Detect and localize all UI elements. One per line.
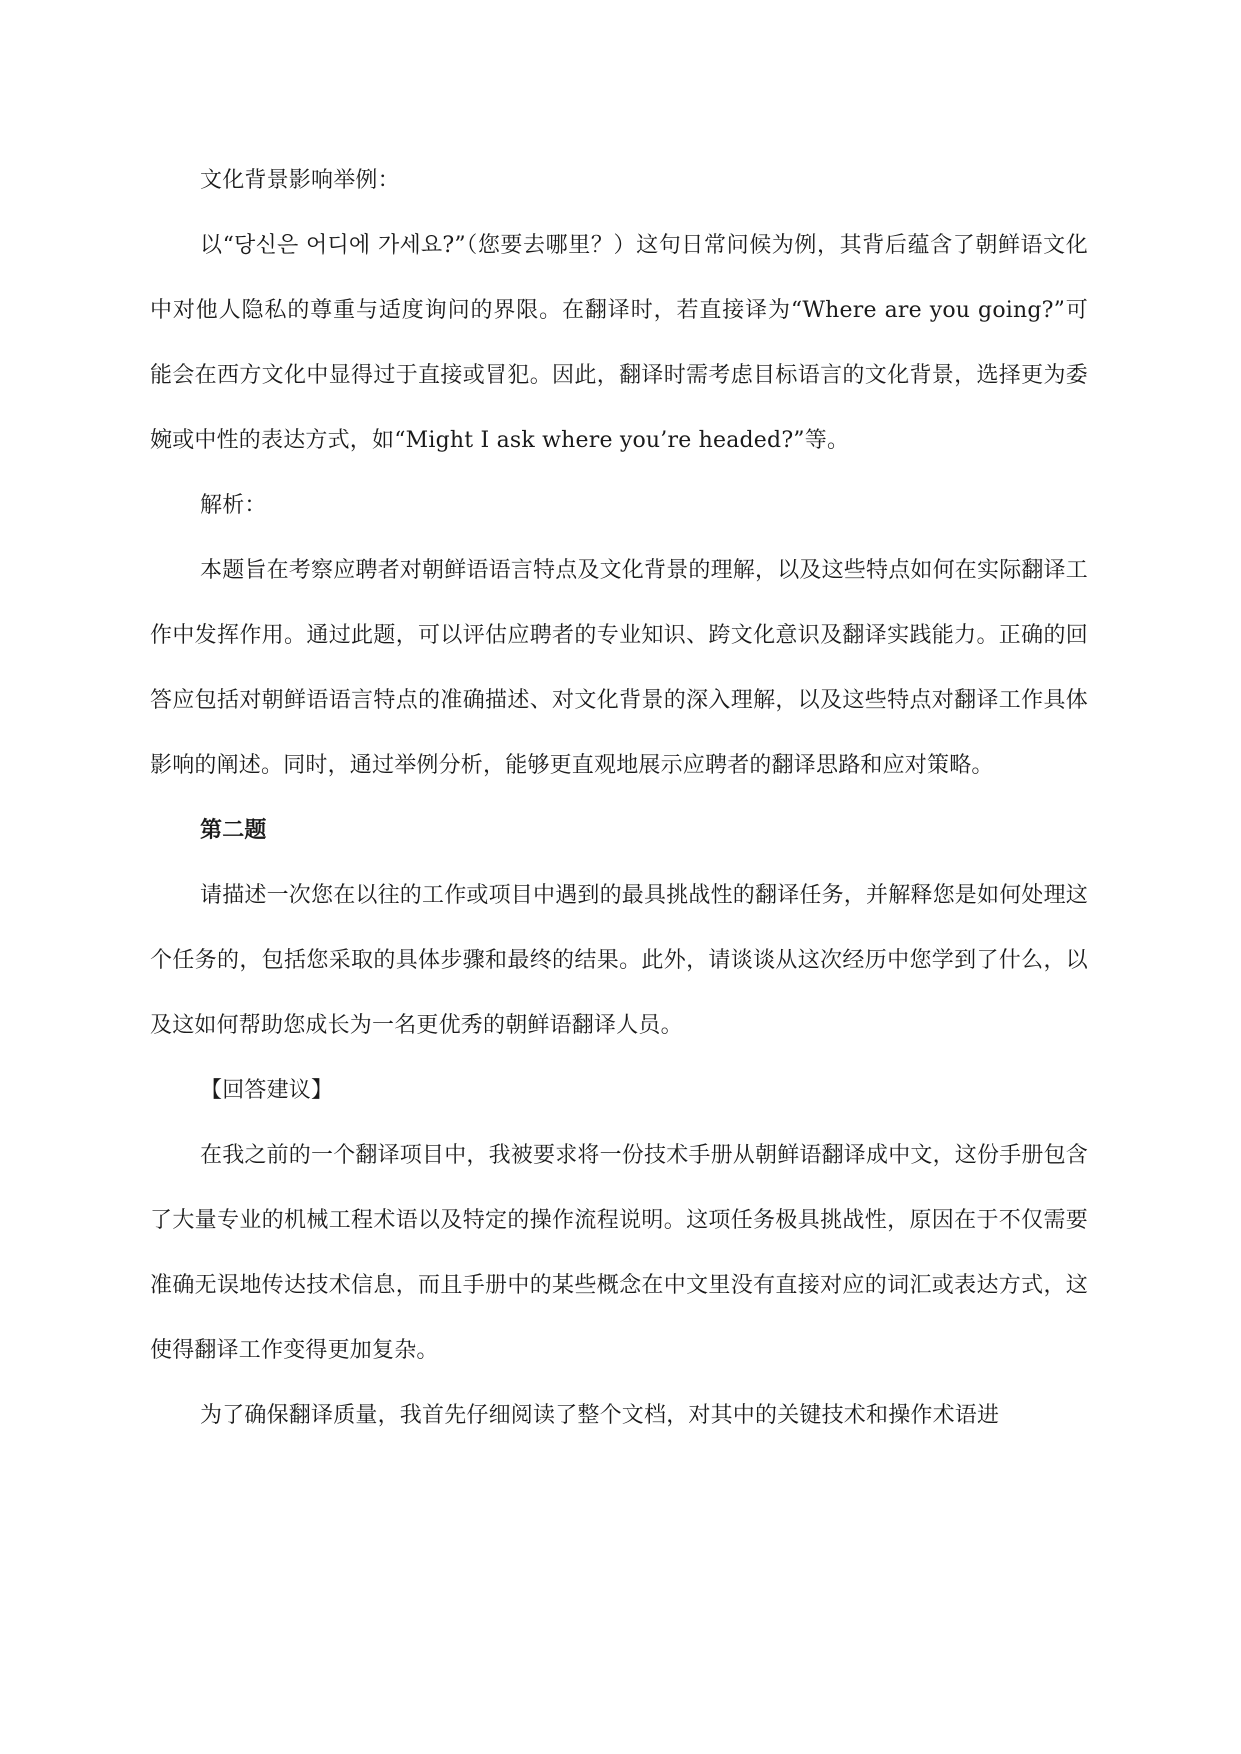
question-two-paragraph: 请描述一次您在以往的工作或项目中遇到的最具挑战性的翻译任务，并解释您是如何处理这个任务的，包括您采取的具体步骤和最终的结果。此外，请谈谈从这次经历中您学到了什么，以及这如何帮助您成长为一名更优秀的朝鲜语翻译人员。 <box>150 883 1089 1038</box>
answer-paragraph-2: 为了确保翻译质量，我首先仔细阅读了整个文档，对其中的关键技术和操作术语进 <box>200 1403 1000 1428</box>
culture-example-paragraph: 以“당신은 어디에 가세요?”（您要去哪里？）这句日常问候为例，其背后蕴含了朝鲜语文化中对他人隐私的尊重与适度询问的界限。在翻译时，若直接译为“Where are you going?”可能会在西方文化中显得过于直接或冒犯。因此，翻译时需考虑目标语言的文化背景，选择更为委婉或中性的表达方式，如“Might I ask where you’re headed?”等。 <box>150 233 1088 453</box>
culture-example-label: 文化背景影响举例： <box>200 168 400 193</box>
analysis-paragraph: 本题旨在考察应聘者对朝鲜语语言特点及文化背景的理解，以及这些特点如何在实际翻译工作中发挥作用。通过此题，可以评估应聘者的专业知识、跨文化意识及翻译实践能力。正确的回答应包括对朝鲜语语言特点的准确描述、对文化背景的深入理解，以及这些特点对翻译工作具体影响的阐述。同时，通过举例分析，能够更直观地展示应聘者的翻译思路和应对策略。 <box>150 558 1089 778</box>
document-body <box>150 148 1088 1448</box>
analysis-label: 解析： <box>200 493 267 518</box>
question-two-heading: 第二题 <box>200 818 267 843</box>
answer-paragraph-1: 在我之前的一个翻译项目中，我被要求将一份技术手册从朝鲜语翻译成中文，这份手册包含了大量专业的机械工程术语以及特定的操作流程说明。这项任务极具挑战性，原因在于不仅需要准确无误地传达技术信息，而且手册中的某些概念在中文里没有直接对应的词汇或表达方式，这使得翻译工作变得更加复杂。 <box>150 1143 1089 1363</box>
answer-suggestion-label: 【回答建议】 <box>200 1078 334 1103</box>
